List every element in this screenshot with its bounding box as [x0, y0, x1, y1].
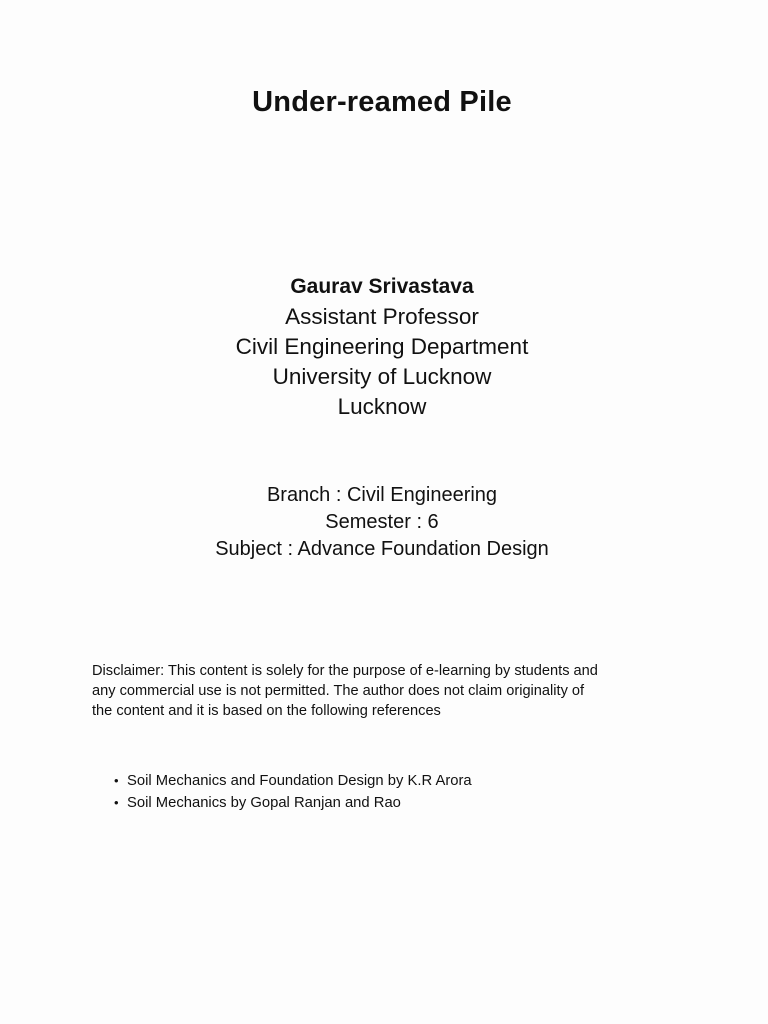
reference-list	[114, 770, 674, 814]
reference-item	[114, 770, 674, 792]
bullet-icon: •	[114, 795, 119, 810]
author-position: Assistant Professor	[285, 304, 479, 329]
author-department: Civil Engineering Department	[235, 334, 529, 359]
disclaimer-line: any commercial use is not permitted. The author does not claim originality of	[92, 683, 585, 699]
author-university: University of Lucknow	[272, 364, 492, 389]
course-semester: Semester : 6	[325, 511, 439, 533]
course-subject: Subject : Advance Foundation Design	[215, 538, 549, 560]
author-block	[0, 272, 764, 422]
document-title: Under-reamed Pile	[252, 86, 512, 118]
bullet-icon: •	[114, 773, 119, 788]
course-branch: Branch : Civil Engineering	[266, 484, 498, 506]
disclaimer	[92, 661, 686, 721]
reference-text: Soil Mechanics and Foundation Design by K.R Arora	[127, 773, 472, 789]
course-info	[0, 482, 764, 563]
disclaimer-line: Disclaimer: This content is solely for the purpose of e-learning by students and	[92, 663, 598, 679]
disclaimer-line: the content and it is based on the following references	[92, 703, 441, 719]
author-city: Lucknow	[337, 394, 427, 419]
reference-item	[114, 792, 674, 814]
reference-text: Soil Mechanics by Gopal Ranjan and Rao	[127, 795, 401, 811]
author-name: Gaurav Srivastava	[290, 275, 474, 298]
